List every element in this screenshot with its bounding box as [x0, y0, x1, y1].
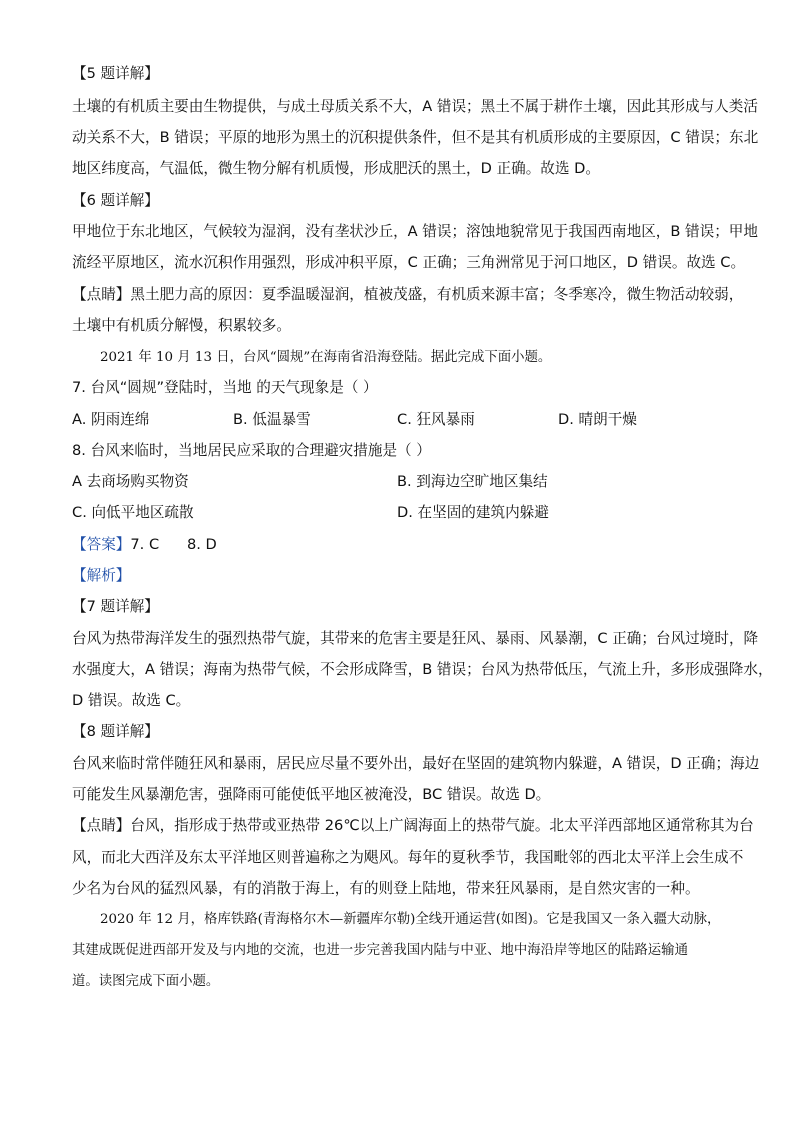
question-8-stem: 8. 台风来临时，当地居民应采取的合理避灾措施是（ ）: [72, 442, 431, 459]
question-material: 2020 年 12 月，格库铁路(青海格尔木—新疆库尔勒)全线开通运营(如图)。它是我国又一条入疆大动脉，: [100, 912, 721, 927]
question-7-stem: 7. 台风“圆规”登陆时，当地 的天气现象是（ ）: [72, 379, 378, 396]
option-d: D. 晴朗干燥: [558, 411, 637, 428]
analysis-label: 【解析】: [72, 567, 131, 584]
answer-label: 【答案】: [72, 536, 131, 553]
section-heading-q8: 【8 题详解】: [72, 723, 159, 740]
tip-paragraph: [72, 816, 754, 836]
answer-line: [72, 535, 732, 555]
explanation-line: 水强度大，A 错误；海南为热带气候，不会形成降雪，B 错误；台风为热带低压，气流上升，多形成强降水，: [72, 661, 773, 678]
tip-paragraph: [72, 285, 744, 305]
question-material: 道。读图完成下面小题。: [72, 974, 220, 989]
explanation-line: 流经平原地区，流水沉积作用强烈，形成冲积平原，C 正确；三角洲常见于河口地区，D 错误。故选 C。: [72, 254, 746, 271]
explanation-line: 台风为热带海洋发生的强烈热带气旋，其带来的危害主要是狂风、暴雨、风暴潮，C 正确；台风过境时，降: [72, 630, 759, 647]
option-a: A. 阴雨连绵: [72, 411, 150, 428]
tip-text: 黑土肥力高的原因：夏季温暖湿润，植被茂盛，有机质来源丰富；冬季寒冷，微生物活动较弱，: [130, 286, 744, 303]
tip-label: 【点睛】: [72, 286, 131, 303]
option-d: D. 在坚固的建筑内躲避: [397, 504, 549, 521]
explanation-line: 动关系不大，B 错误；平原的地形为黑土的沉积提供条件，但不是其有机质形成的主要原因，C 错误；东北: [72, 129, 759, 146]
answer-value: 7. C 8. D: [130, 536, 217, 553]
section-heading-q5: 【5 题详解】: [72, 65, 159, 82]
option-b: B. 到海边空旷地区集结: [397, 473, 548, 490]
question-material: 其建成既促进西部开发及与内地的交流，也进一步完善我国内陆与中亚、地中海沿岸等地区的陆路运输通: [72, 943, 688, 958]
tip-line: 风，而北大西洋及东太平洋地区则普遍称之为飓风。每年的夏秋季节，我国毗邻的西北太平洋上会生成不: [72, 849, 744, 866]
option-c: C. 向低平地区疏散: [72, 504, 194, 521]
section-heading-q6: 【6 题详解】: [72, 192, 159, 209]
option-b: B. 低温暴雪: [233, 411, 311, 428]
explanation-line: 地区纬度高，气温低，微生物分解有机质慢，形成肥沃的黑土，D 正确。故选 D。: [72, 160, 600, 177]
tip-label: 【点睛】: [72, 817, 131, 834]
tip-line: 土壤中有机质分解慢，积累较多。: [72, 317, 291, 334]
section-heading-q7: 【7 题详解】: [72, 598, 159, 615]
tip-line: 少名为台风的猛烈风暴，有的消散于海上，有的则登上陆地，带来狂风暴雨，是自然灾害的一种。: [72, 880, 700, 897]
option-c: C. 狂风暴雨: [397, 411, 475, 428]
option-a: A 去商场购买物资: [72, 473, 189, 490]
explanation-line: D 错误。故选 C。: [72, 692, 191, 709]
explanation-line: 土壤的有机质主要由生物提供，与成土母质关系不大，A 错误；黑土不属于耕作土壤，因此其形成与人类活: [72, 98, 758, 115]
explanation-line: 台风来临时常伴随狂风和暴雨，居民应尽量不要外出，最好在坚固的建筑物内躲避，A 错误，D 正确；海边: [72, 755, 760, 772]
question-material: 2021 年 10 月 13 日，台风“圆规”在海南省沿海登陆。据此完成下面小题。: [100, 350, 552, 365]
explanation-line: 可能发生风暴潮危害，强降雨可能使低平地区被淹没，BC 错误。故选 D。: [72, 786, 551, 803]
tip-text: 台风，指形成于热带或亚热带 26℃以上广阔海面上的热带气旋。北太平洋西部地区通常称其为台: [130, 817, 754, 834]
explanation-line: 甲地位于东北地区，气候较为湿润，没有垄状沙丘，A 错误；溶蚀地貌常见于我国西南地区，B 错误；甲地: [72, 223, 758, 240]
